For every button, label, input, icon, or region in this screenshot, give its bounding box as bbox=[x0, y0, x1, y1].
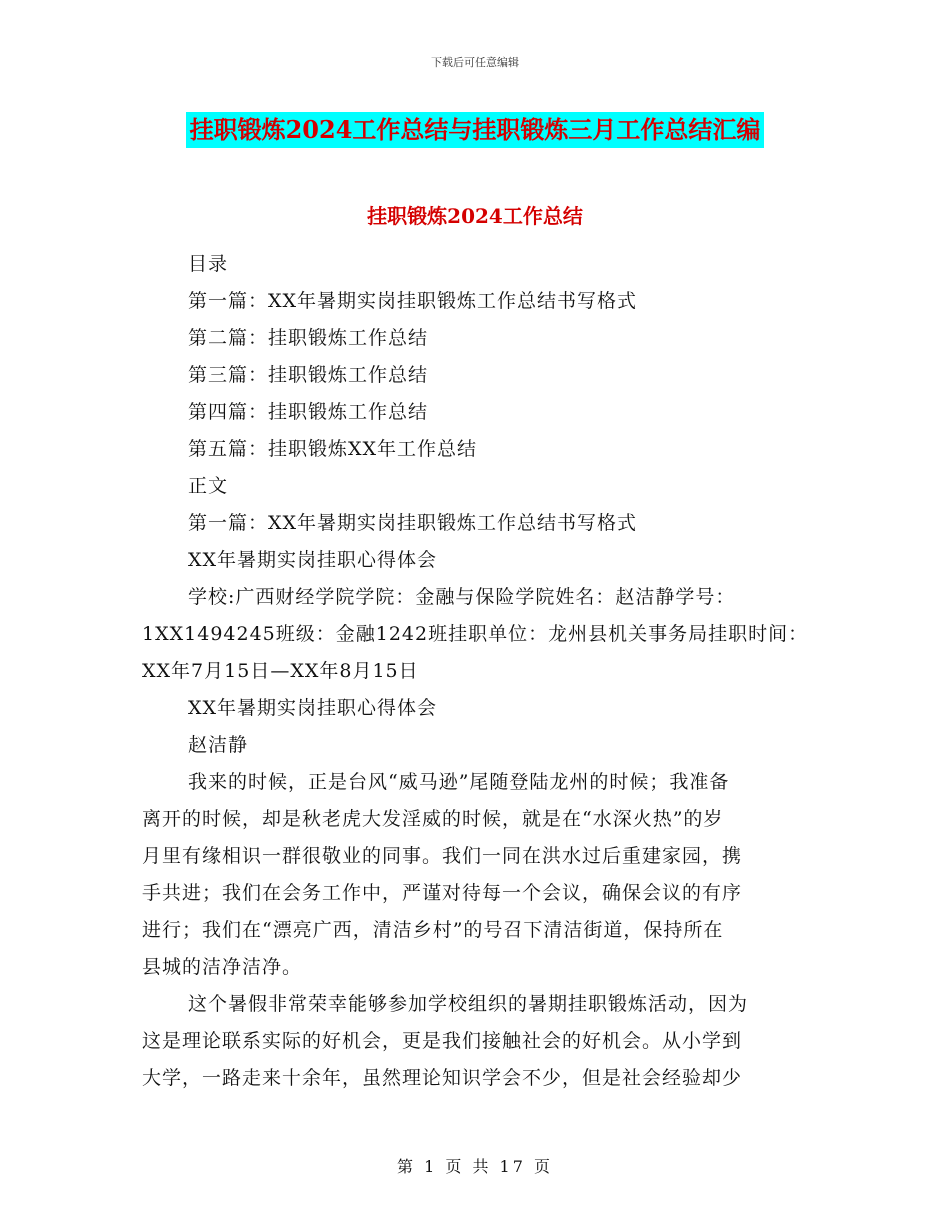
toc-item: 第三篇：挂职锻炼工作总结 bbox=[188, 364, 429, 386]
info-line: XX年7月15日—XX年8月15日 bbox=[142, 660, 419, 682]
header-note: 下载后可任意编辑 bbox=[431, 56, 519, 69]
section-title: 第一篇：XX年暑期实岗挂职锻炼工作总结书写格式 bbox=[188, 512, 638, 534]
info-line: 学校:广西财经学院学院：金融与保险学院姓名：赵洁静学号： bbox=[188, 586, 736, 608]
heading: XX年暑期实岗挂职心得体会 bbox=[188, 549, 438, 571]
toc-item: 第一篇：XX年暑期实岗挂职锻炼工作总结书写格式 bbox=[188, 290, 638, 312]
document-title bbox=[0, 112, 950, 148]
toc-item: 第四篇：挂职锻炼工作总结 bbox=[188, 401, 429, 423]
toc-item: 第二篇：挂职锻炼工作总结 bbox=[188, 327, 429, 349]
section-subtitle: 挂职锻炼2024工作总结 bbox=[367, 204, 583, 228]
author-name: 赵洁静 bbox=[188, 734, 249, 756]
info-line: 1XX1494245班级：金融1242班挂职单位：龙州县机关事务局挂职时间： bbox=[142, 623, 809, 645]
paragraph-line: 手共进；我们在会务工作中，严谨对待每一个会议，确保会议的有序 bbox=[142, 882, 743, 904]
heading: XX年暑期实岗挂职心得体会 bbox=[188, 697, 438, 719]
paragraph-line: 月里有缘相识一群很敬业的同事。我们一同在洪水过后重建家园，携 bbox=[142, 845, 743, 867]
paragraph-line: 我来的时候，正是台风“威马逊”尾随登陆龙州的时候；我准备 bbox=[188, 771, 730, 793]
paragraph-line: 县城的洁净洁净。 bbox=[142, 956, 303, 978]
document-body bbox=[142, 246, 822, 1097]
paragraph-line: 离开的时候，却是秋老虎大发淫威的时候，就是在“水深火热”的岁 bbox=[142, 808, 724, 830]
document-title-text: 挂职锻炼2024工作总结与挂职锻炼三月工作总结汇编 bbox=[186, 112, 765, 148]
toc-label: 目录 bbox=[188, 253, 229, 275]
toc-item: 第五篇：挂职锻炼XX年工作总结 bbox=[188, 438, 478, 460]
page-footer: 第 1 页 共 17 页 bbox=[397, 1157, 553, 1176]
paragraph-line: 这是理论联系实际的好机会，更是我们接触社会的好机会。从小学到 bbox=[142, 1030, 743, 1052]
paragraph-line: 进行；我们在“漂亮广西，清洁乡村”的号召下清洁街道，保持所在 bbox=[142, 919, 724, 941]
main-label: 正文 bbox=[188, 475, 229, 497]
paragraph-line: 大学，一路走来十余年，虽然理论知识学会不少，但是社会经验却少 bbox=[142, 1067, 743, 1089]
paragraph-line: 这个暑假非常荣幸能够参加学校组织的暑期挂职锻炼活动，因为 bbox=[188, 993, 749, 1015]
